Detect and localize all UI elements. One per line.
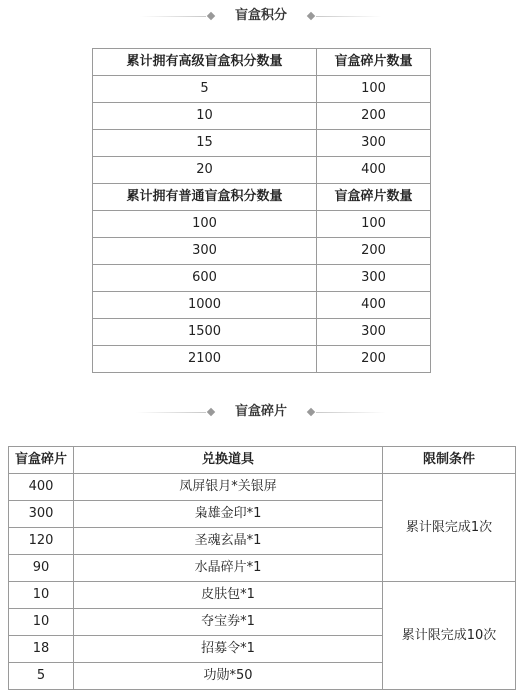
section-title-text: 盲盒积分 (234, 8, 287, 23)
header-cell: 盲盒碎片数量 (317, 49, 431, 76)
table-cell: 600 (93, 265, 317, 292)
table-row (93, 157, 431, 184)
exchange-table (8, 446, 516, 690)
table-cell: 水晶碎片*1 (74, 555, 383, 582)
divider-line (136, 412, 206, 413)
table-cell: 120 (9, 528, 74, 555)
points-table (92, 48, 431, 373)
table-cell: 10 (93, 103, 317, 130)
table-cell: 10 (9, 582, 74, 609)
table-cell: 功勋*50 (74, 663, 383, 690)
table-cell: 300 (9, 501, 74, 528)
table-row (93, 103, 431, 130)
condition-cell: 累计限完成10次 (383, 582, 516, 690)
table-cell: 1500 (93, 319, 317, 346)
table-row (9, 474, 516, 501)
table-cell: 200 (317, 103, 431, 130)
table-cell: 18 (9, 636, 74, 663)
table-cell: 400 (317, 157, 431, 184)
table-row (93, 292, 431, 319)
table-cell: 5 (9, 663, 74, 690)
table-cell: 凤屏银月*关银屏 (74, 474, 383, 501)
table-row (93, 130, 431, 157)
table-cell: 200 (317, 238, 431, 265)
table-cell: 400 (317, 292, 431, 319)
table-header-row (93, 49, 431, 76)
table-row (9, 582, 516, 609)
table-header-row (93, 184, 431, 211)
table-cell: 300 (317, 319, 431, 346)
divider-line (316, 16, 382, 17)
header-cell: 限制条件 (383, 447, 516, 474)
table-row (93, 238, 431, 265)
table-cell: 夺宝券*1 (74, 609, 383, 636)
section-title-fragments (0, 402, 522, 424)
table-row (93, 319, 431, 346)
divider-line (140, 16, 206, 17)
table-cell: 300 (317, 130, 431, 157)
table-cell: 15 (93, 130, 317, 157)
table-cell: 100 (93, 211, 317, 238)
table-row (93, 265, 431, 292)
header-cell: 累计拥有普通盲盒积分数量 (93, 184, 317, 211)
table-cell: 300 (317, 265, 431, 292)
table-cell: 100 (317, 76, 431, 103)
table-header-row (9, 447, 516, 474)
section-title-text: 盲盒碎片 (234, 404, 287, 419)
condition-cell: 累计限完成1次 (383, 474, 516, 582)
header-cell: 兑换道具 (74, 447, 383, 474)
table-row (93, 346, 431, 373)
table-cell: 300 (93, 238, 317, 265)
table-cell: 200 (317, 346, 431, 373)
table-row (93, 76, 431, 103)
section-title-points (0, 6, 522, 28)
divider-line (316, 412, 386, 413)
table-cell: 20 (93, 157, 317, 184)
table-cell: 10 (9, 609, 74, 636)
table-cell: 枭雄金印*1 (74, 501, 383, 528)
table-cell: 100 (317, 211, 431, 238)
header-cell: 盲盒碎片 (9, 447, 74, 474)
table-cell: 圣魂玄晶*1 (74, 528, 383, 555)
header-cell: 累计拥有高级盲盒积分数量 (93, 49, 317, 76)
table-cell: 1000 (93, 292, 317, 319)
table-cell: 5 (93, 76, 317, 103)
header-cell: 盲盒碎片数量 (317, 184, 431, 211)
table-cell: 皮肤包*1 (74, 582, 383, 609)
table-cell: 400 (9, 474, 74, 501)
table-cell: 招募令*1 (74, 636, 383, 663)
table-cell: 2100 (93, 346, 317, 373)
table-row (93, 211, 431, 238)
table-cell: 90 (9, 555, 74, 582)
